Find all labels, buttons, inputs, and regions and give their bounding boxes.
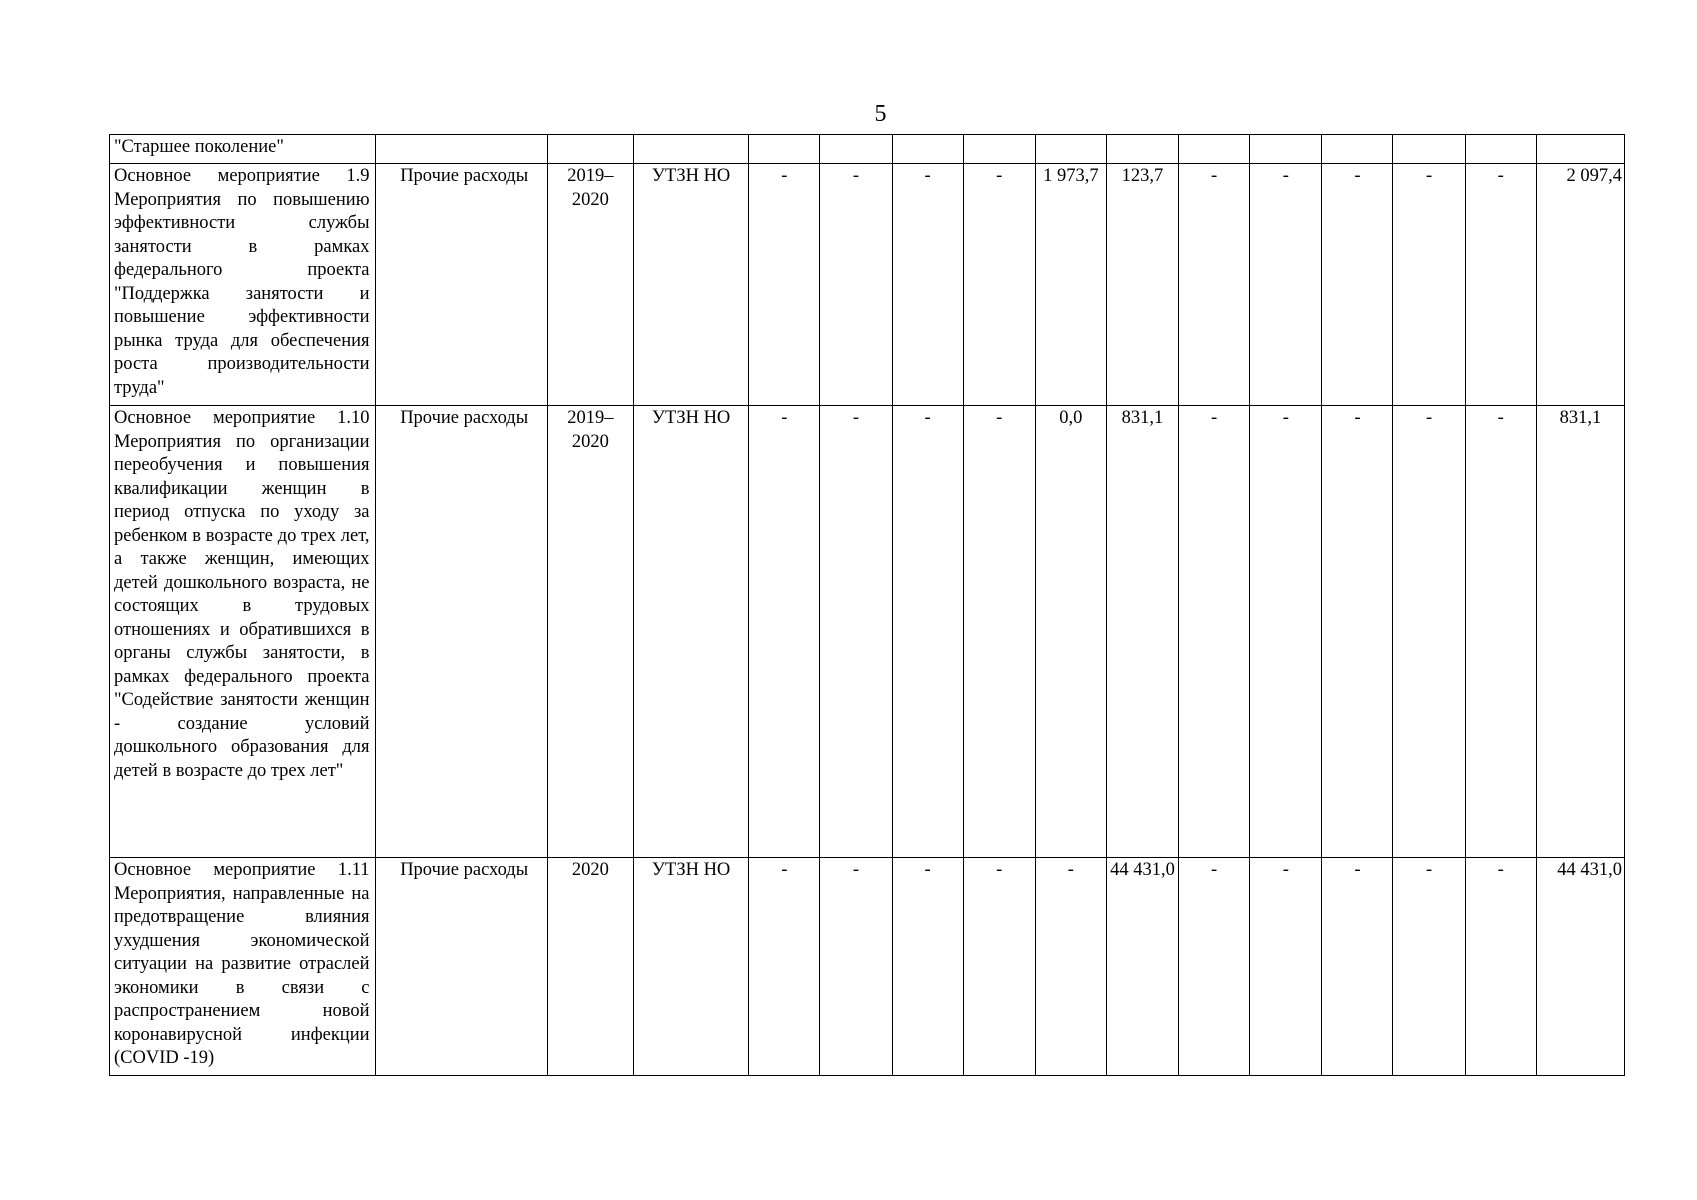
cell-value: - xyxy=(1465,164,1536,406)
cell-value: - xyxy=(892,406,963,858)
cell-name: Основное мероприятие 1.9 Мероприятия по повышению эффективности службы занятости в рамках федерального проекта "Поддержка занятости и повышение эффективности рынка труда для обеспечения роста производительности труда" xyxy=(110,164,376,406)
cell-empty xyxy=(749,135,820,164)
cell-value: - xyxy=(749,164,820,406)
cell-value: - xyxy=(963,406,1035,858)
cell-value: - xyxy=(1250,858,1322,1076)
cell-value: - xyxy=(1322,164,1393,406)
cell-name: Основное мероприятие 1.10 Мероприятия по организации переобучения и повышения квалификации женщин в период отпуска по уходу за ребенком в возрасте до трех лет, а также женщин, имеющих детей дошкольного возраста, не состоящих в трудовых отношениях и обратившихся в органы службы занятости, в рамках федерального проекта "Содействие занятости женщин - создание условий дошкольного образования для детей в возрасте до трех лет" xyxy=(110,406,376,858)
cell-empty xyxy=(1179,135,1250,164)
cell-value: - xyxy=(1179,406,1250,858)
cell-value: - xyxy=(1465,858,1536,1076)
cell-empty xyxy=(1322,135,1393,164)
cell-value: - xyxy=(820,164,892,406)
cell-total: 2 097,4 xyxy=(1536,164,1624,406)
table-row xyxy=(110,164,1625,406)
cell-executor: УТЗН НО xyxy=(634,858,749,1076)
cell-value: - xyxy=(1179,164,1250,406)
cell-empty xyxy=(820,135,892,164)
cell-expense-type: Прочие расходы xyxy=(375,164,547,406)
cell-value: - xyxy=(1393,164,1465,406)
cell-value: - xyxy=(892,164,963,406)
cell-empty xyxy=(375,135,547,164)
cell-value: - xyxy=(820,406,892,858)
cell-empty xyxy=(634,135,749,164)
cell-empty xyxy=(963,135,1035,164)
cell-value: - xyxy=(1322,406,1393,858)
cell-value: - xyxy=(963,858,1035,1076)
cell-period: 2019–2020 xyxy=(547,406,633,858)
cell-value: 1 973,7 xyxy=(1035,164,1106,406)
cell-empty xyxy=(1536,135,1624,164)
cell-name: "Старшее поколение" xyxy=(110,135,376,164)
cell-empty xyxy=(892,135,963,164)
cell-value: 0,0 xyxy=(1035,406,1106,858)
cell-total: 44 431,0 xyxy=(1536,858,1624,1076)
cell-empty xyxy=(1250,135,1322,164)
page-number: 5 xyxy=(874,101,887,127)
cell-expense-type: Прочие расходы xyxy=(375,858,547,1076)
table-row xyxy=(110,858,1625,1076)
cell-period: 2020 xyxy=(547,858,633,1076)
cell-value: - xyxy=(749,858,820,1076)
cell-value: - xyxy=(1465,406,1536,858)
cell-value: - xyxy=(1393,858,1465,1076)
cell-value: - xyxy=(1035,858,1106,1076)
cell-empty xyxy=(1106,135,1178,164)
table-row-continued xyxy=(110,135,1625,164)
cell-value: - xyxy=(892,858,963,1076)
budget-table xyxy=(109,134,1625,1076)
cell-value: - xyxy=(1179,858,1250,1076)
cell-expense-type: Прочие расходы xyxy=(375,406,547,858)
cell-value: 123,7 xyxy=(1106,164,1178,406)
cell-value: - xyxy=(1393,406,1465,858)
cell-value: - xyxy=(963,164,1035,406)
cell-name: Основное мероприятие 1.11 Мероприятия, направленные на предотвращение влияния ухудшения экономической ситуации на развитие отраслей экономики в связи с распространением новой коронавирусной инфекции (COVID -19) xyxy=(110,858,376,1076)
cell-empty xyxy=(547,135,633,164)
cell-value: 831,1 xyxy=(1106,406,1178,858)
cell-total: 831,1 xyxy=(1536,406,1624,858)
cell-value: - xyxy=(1250,164,1322,406)
cell-empty xyxy=(1035,135,1106,164)
cell-value: - xyxy=(1322,858,1393,1076)
cell-empty xyxy=(1393,135,1465,164)
cell-empty xyxy=(1465,135,1536,164)
cell-value: - xyxy=(820,858,892,1076)
cell-value: - xyxy=(749,406,820,858)
table-row xyxy=(110,406,1625,858)
cell-executor: УТЗН НО xyxy=(634,406,749,858)
cell-value: 44 431,0 xyxy=(1106,858,1178,1076)
cell-value: - xyxy=(1250,406,1322,858)
cell-executor: УТЗН НО xyxy=(634,164,749,406)
cell-period: 2019–2020 xyxy=(547,164,633,406)
